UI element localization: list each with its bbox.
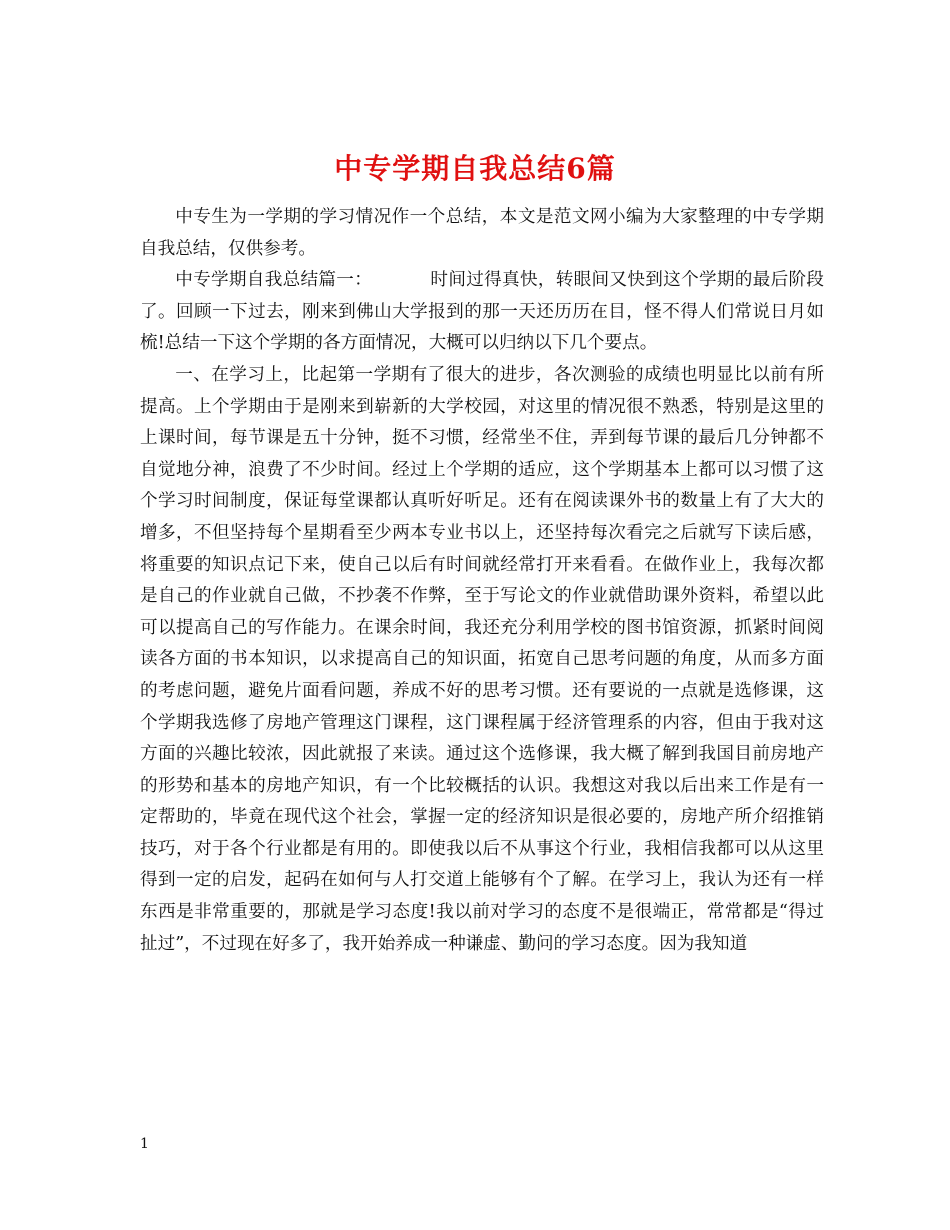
section-one-paragraph xyxy=(140,265,824,360)
study-paragraph: 一、在学习上，比起第一学期有了很大的进步，各次测验的成绩也明显比以前有所提高。上个学期由于是刚来到崭新的大学校园，对这里的情况很不熟悉，特别是这里的上课时间，每节课是五十分钟，挺不习惯，经常坐不住，弄到每节课的最后几分钟都不自觉地分神，浪费了不少时间。经过上个学期的适应，这个学期基本上都可以习惯了这个学习时间制度，保证每堂课都认真听好听足。还有在阅读课外书的数量上有了大大的增多，不但坚持每个星期看至少两本专业书以上，还坚持每次看完之后就写下读后感，将重要的知识点记下来，使自己以后有时间就经常打开来看看。在做作业上，我每次都是自己的作业就自己做，不抄袭不作弊，至于写论文的作业就借助课外资料，希望以此可以提高自己的写作能力。在课余时间，我还充分利用学校的图书馆资源，抓紧时间阅读各方面的书本知识，以求提高自己的知识面，拓宽自己思考问题的角度，从而多方面的考虑问题，避免片面看问题，养成不好的思考习惯。还有要说的一点就是选修课，这个学期我选修了房地产管理这门课程，这门课程属于经济管理系的内容，但由于我对这方面的兴趣比较浓，因此就报了来读。通过这个选修课，我大概了解到我国目前房地产的形势和基本的房地产知识，有一个比较概括的认识。我想这对我以后出来工作是有一定帮助的，毕竟在现代这个社会，掌握一定的经济知识是很必要的，房地产所介绍推销技巧，对于各个行业都是有用的。即使我以后不从事这个行业，我相信我都可以从这里得到一定的启发，起码在如何与人打交道上能够有个了解。在学习上，我认为还有一样东西是非常重要的，那就是学习态度!我以前对学习的态度不是很端正，常常都是“得过扯过”，不过现在好多了，我开始养成一种谦虚、勤问的学习态度。因为我知道 xyxy=(140,364,824,954)
section-one-text: 时间过得真快，转眼间又快到这个学期的最后阶段了。回顾一下过去，刚来到佛山大学报到的那一天还历历在目，怪不得人们常说日月如梳!总结一下这个学期的各方面情况，大概可以归纳以下几个要点。 xyxy=(140,270,824,354)
intro-paragraph: 中专生为一学期的学习情况作一个总结，本文是范文网小编为大家整理的中专学期自我总结，仅供参考。 xyxy=(140,207,824,259)
document-title: 中专学期自我总结6篇 xyxy=(334,151,616,185)
section-one-heading: 中专学期自我总结篇一： xyxy=(175,270,373,291)
document-body xyxy=(140,202,824,960)
page-number: 1 xyxy=(140,1136,149,1152)
